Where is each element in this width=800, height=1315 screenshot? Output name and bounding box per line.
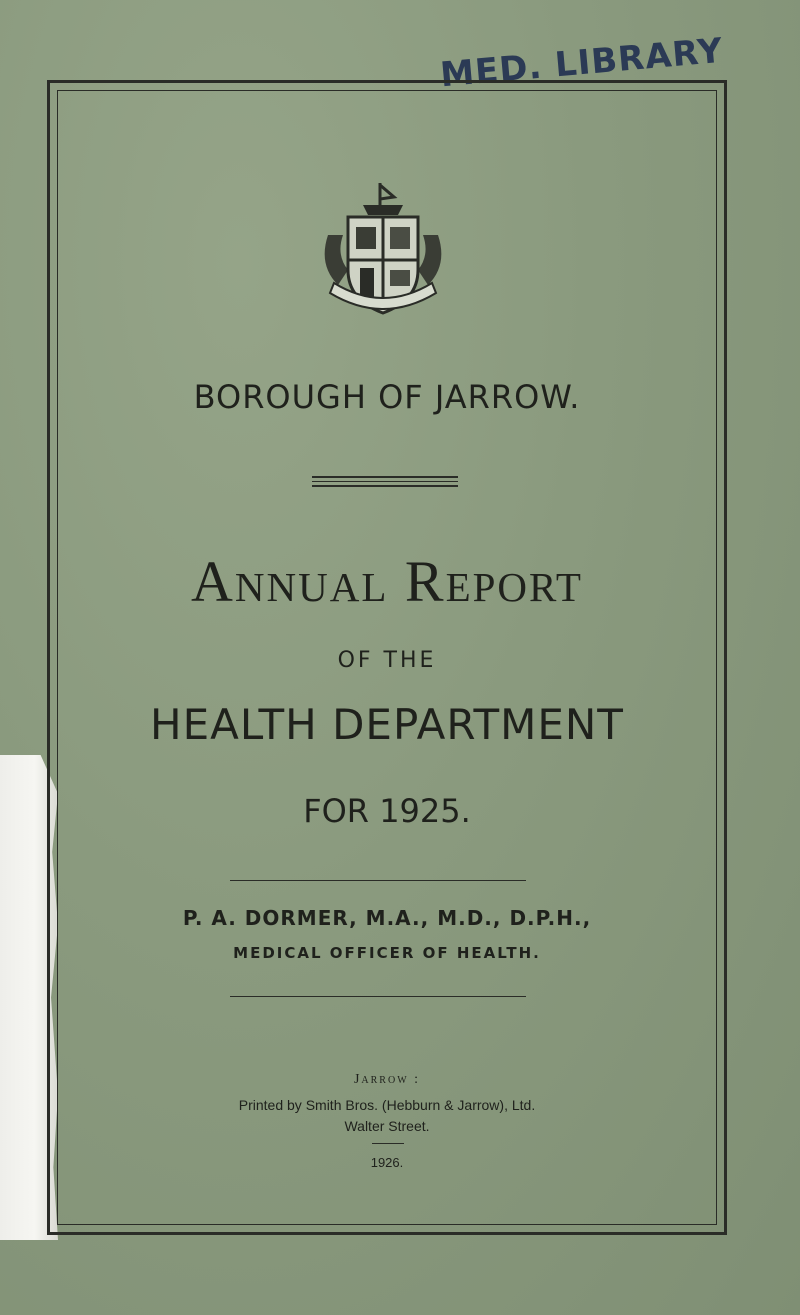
divider-rule (230, 880, 526, 881)
imprint-street: Walter Street. (344, 1118, 430, 1134)
imprint-year: 1926. (370, 1155, 404, 1170)
divider-rule (230, 996, 526, 997)
report-year: FOR 1925. (303, 792, 471, 830)
divider-rule (372, 1143, 404, 1144)
officer-name: P. A. DORMER, M.A., M.D., D.P.H., (182, 906, 592, 930)
report-title: Annual Report (191, 549, 583, 614)
divider-rule (312, 481, 458, 482)
library-stamp: MED. LIBRARY (438, 30, 725, 96)
divider-rule (312, 476, 458, 478)
imprint-place: Jarrow : (353, 1072, 421, 1087)
borough-crest-icon (308, 175, 458, 325)
divider-rule (312, 485, 458, 487)
department-heading: HEALTH DEPARTMENT (150, 700, 624, 749)
imprint-printer: Printed by Smith Bros. (Hebburn & Jarrow), Ltd. (238, 1097, 536, 1113)
of-the-line: OF THE (337, 648, 437, 673)
borough-heading: BOROUGH OF JARROW. (193, 378, 581, 416)
officer-title: MEDICAL OFFICER OF HEALTH. (233, 944, 541, 962)
